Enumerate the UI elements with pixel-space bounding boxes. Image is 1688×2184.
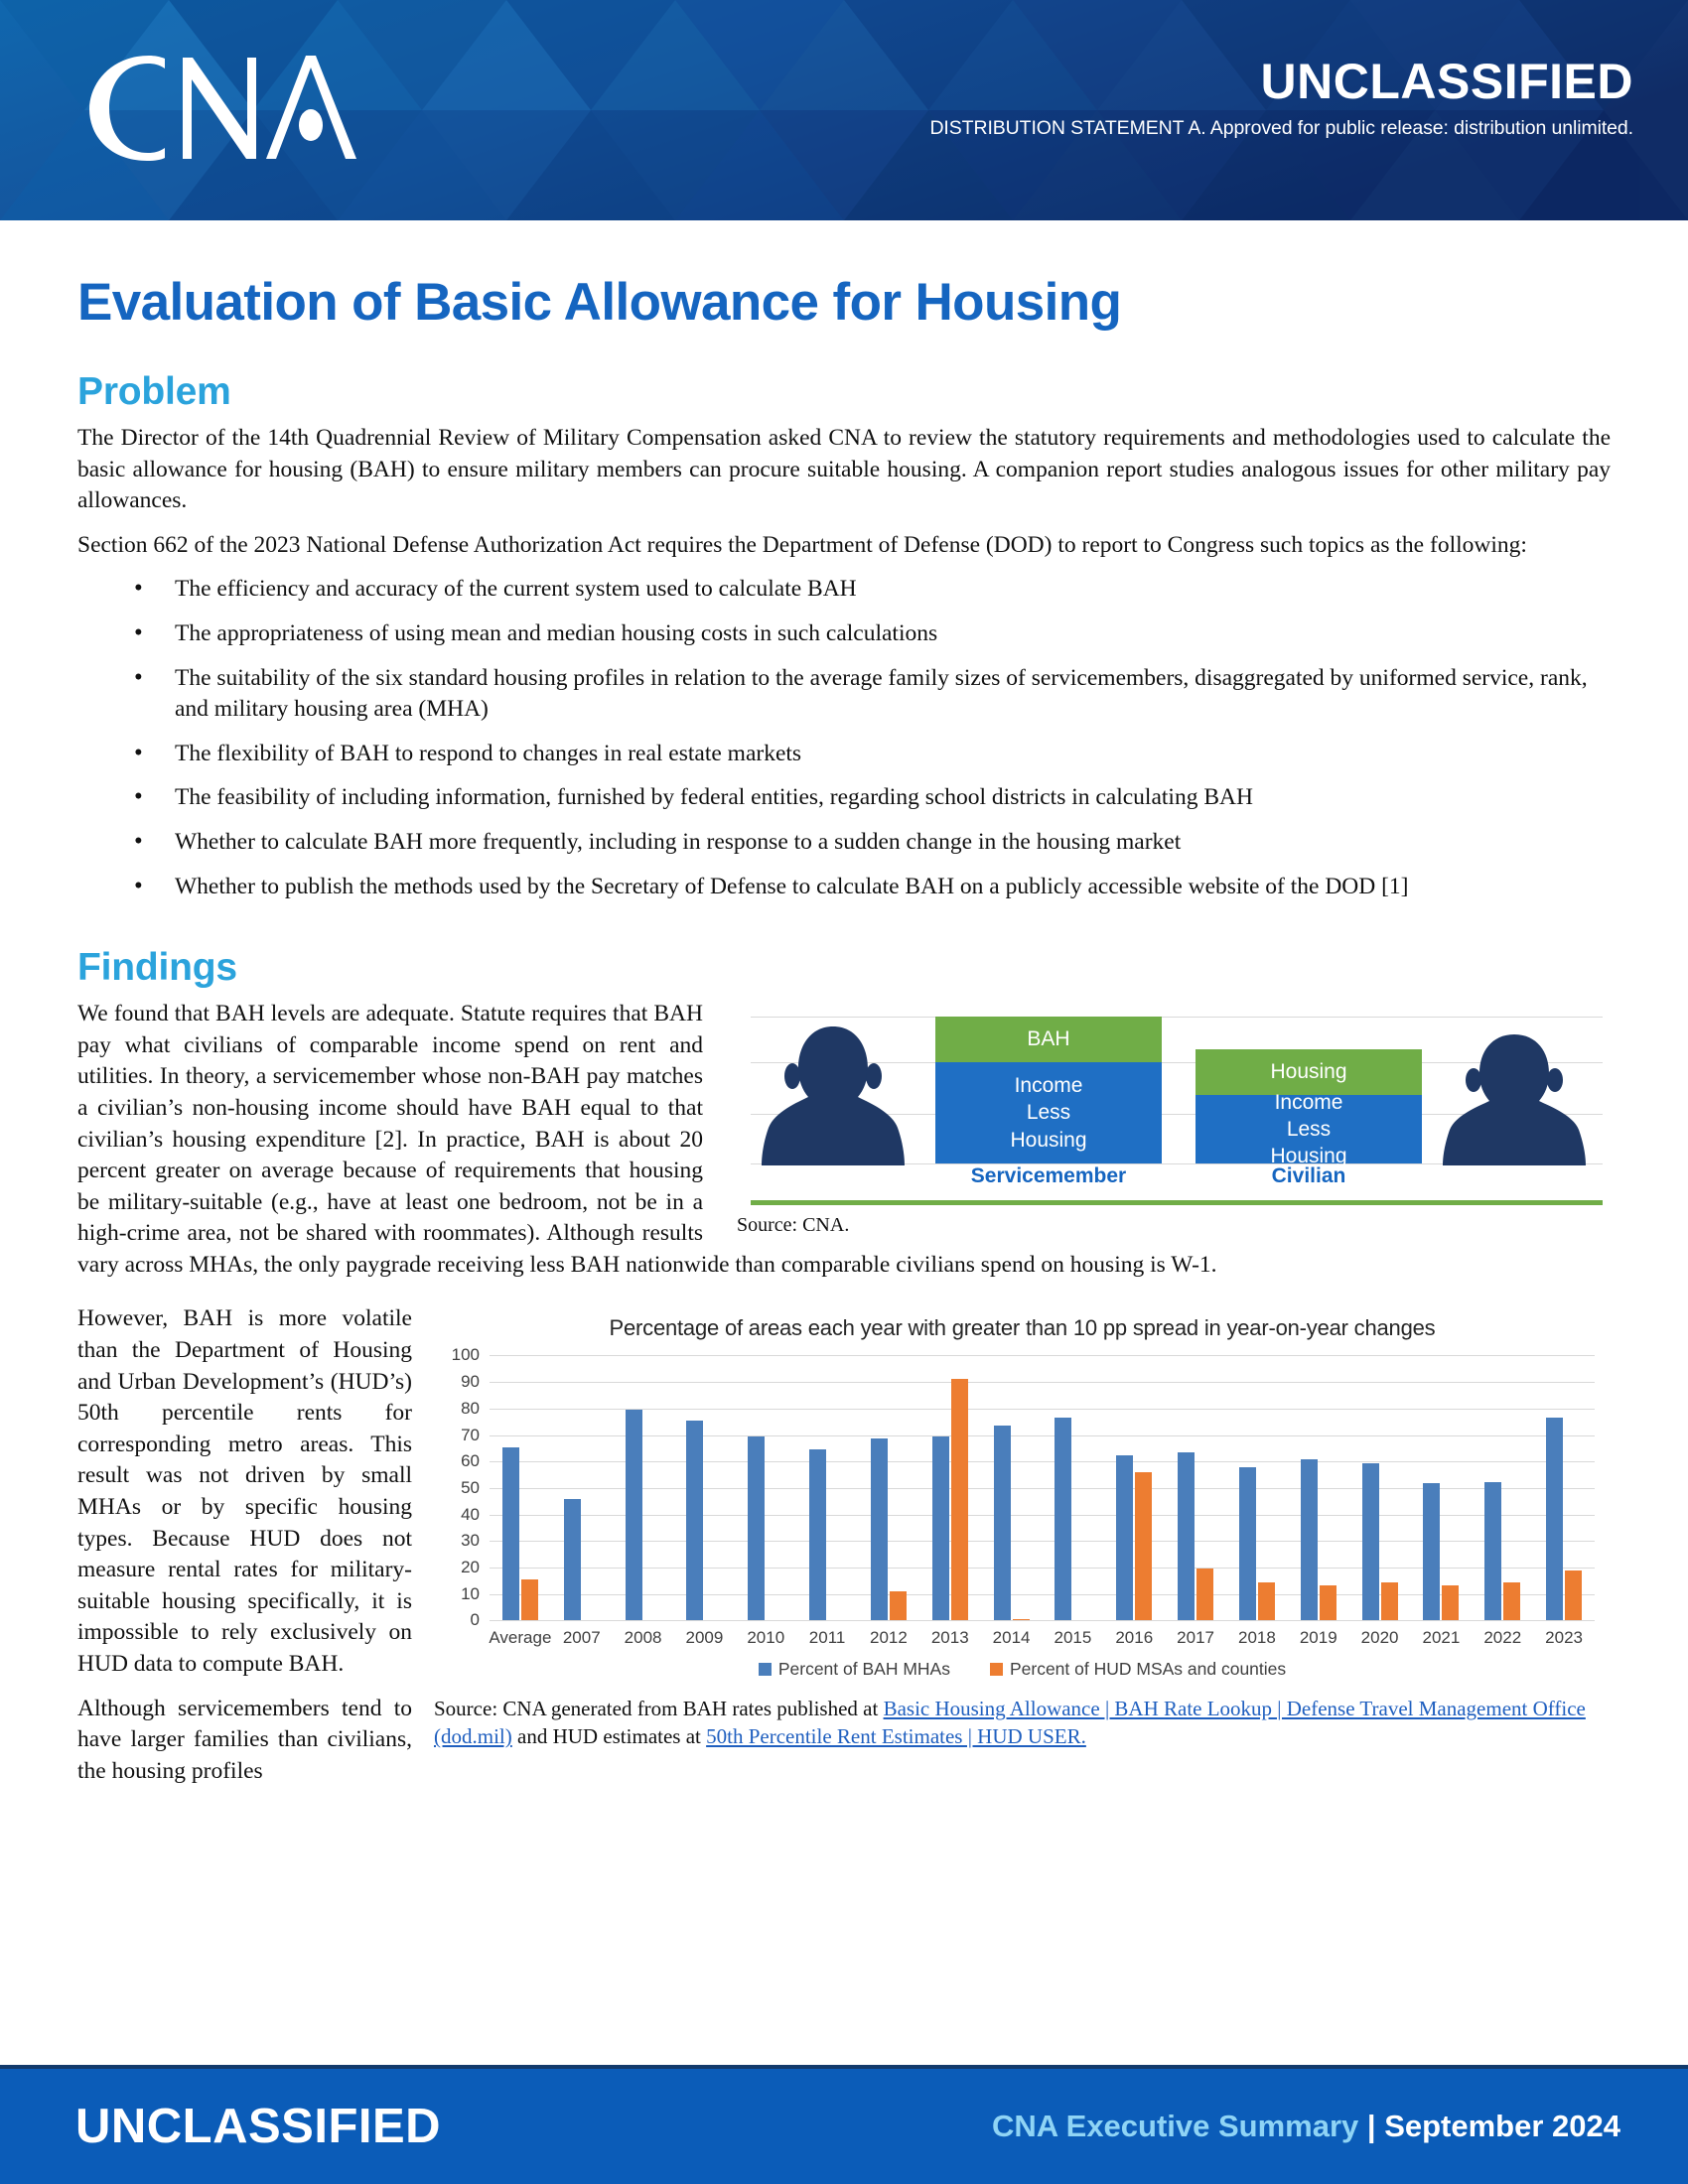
chart-bar bbox=[564, 1499, 581, 1621]
figure-bah-comparison bbox=[737, 1005, 1611, 1237]
chart-legend bbox=[434, 1659, 1611, 1680]
servicemember-bah-label: BAH bbox=[1027, 1027, 1070, 1051]
civ-income-line-2: Less bbox=[1286, 1117, 1332, 1141]
document-content bbox=[0, 272, 1688, 1800]
x-axis-tick-label: 2019 bbox=[1299, 1628, 1337, 1648]
x-axis-tick-label: 2009 bbox=[685, 1628, 724, 1648]
civ-income-line-3: Housing bbox=[1270, 1145, 1347, 1168]
findings-paragraph-2: However, BAH is more volatile than the Department of Housing and Urban Development’s (HUD’s) 50th percentile rents for corresponding metro areas. This result was not driven by small MHAs or by specific housing types. Because HUD does not measure rental rates for military-suitable housing specifically, it is impossible to rely exclusively on HUD data to compute BAH. bbox=[77, 1305, 412, 1677]
findings-paragraph-1: We found that BAH levels are adequate. Statute requires that BAH pay what civilians of comparable income spend on rent and utilities. In theory, a servicemember whose non-BAH pay matches a civilian’s non-housing income should have BAH equal to that civilian’s housing expenditure [2]. In practice, BAH is about 20 percent greater on average because of requirements that housing be military-suitable (e.g., have at least one bedroom, not be in a high-crime area, not be shared with roommates). Although results vary across MHAs, the only paygrade receiving less BAH nationwide than comparable civilians spend on housing is W-1. bbox=[77, 1001, 1217, 1278]
chart-title: Percentage of areas each year with greater than 10 pp spread in year-on-year changes bbox=[609, 1315, 1436, 1341]
chart-category-group bbox=[796, 1355, 858, 1620]
civilian-silhouette-icon bbox=[1440, 1032, 1589, 1165]
footer-date-label: | September 2024 bbox=[1358, 2109, 1620, 2143]
x-axis-tick-label: 2018 bbox=[1237, 1628, 1276, 1648]
chart-plot-area bbox=[451, 1345, 1595, 1630]
x-axis-tick-label: 2015 bbox=[1054, 1628, 1092, 1648]
chart-category-group bbox=[1411, 1355, 1473, 1620]
chart-bar bbox=[890, 1591, 907, 1620]
chart-category-group bbox=[1226, 1355, 1288, 1620]
y-axis-tick-label: 20 bbox=[461, 1558, 480, 1577]
sm-income-line-3: Housing bbox=[1010, 1128, 1087, 1152]
x-axis-tick-label: Average bbox=[489, 1628, 552, 1648]
sm-income-line-1: Income bbox=[1014, 1074, 1083, 1098]
y-axis-tick-label: 50 bbox=[461, 1477, 480, 1497]
chart-bar bbox=[1423, 1483, 1440, 1620]
chart-bar bbox=[1484, 1482, 1501, 1620]
x-axis-tick-label: 2008 bbox=[624, 1628, 662, 1648]
footer-series-label: CNA Executive Summary bbox=[992, 2109, 1359, 2143]
figure-spread-chart bbox=[434, 1315, 1611, 1751]
list-item: • Whether to calculate BAH more frequently, including in response to a sudden change in the housing market bbox=[77, 827, 1611, 859]
servicemember-silhouette-icon bbox=[759, 1024, 908, 1165]
x-axis-tick-label: 2010 bbox=[747, 1628, 785, 1648]
header-classification: UNCLASSIFIED bbox=[1260, 54, 1633, 109]
chart-bar bbox=[871, 1438, 888, 1620]
y-axis-tick-label: 30 bbox=[461, 1531, 480, 1551]
infographic-baseline bbox=[751, 1200, 1603, 1205]
page-footer bbox=[0, 2065, 1688, 2184]
chart-bar bbox=[748, 1436, 765, 1620]
y-axis-tick-label: 100 bbox=[451, 1345, 480, 1365]
chart-bar bbox=[1013, 1619, 1030, 1620]
list-item: • The flexibility of BAH to respond to changes in real estate markets bbox=[77, 739, 1611, 770]
findings-paragraph-3: Although servicemembers tend to have larger families than civilians, the housing profiles bbox=[77, 1695, 412, 1784]
x-axis-tick-label: 2013 bbox=[930, 1628, 969, 1648]
chart-category-group bbox=[1533, 1355, 1595, 1620]
chart-bar bbox=[1258, 1582, 1275, 1621]
chart-category-group bbox=[1288, 1355, 1349, 1620]
civilian-housing-label: Housing bbox=[1270, 1060, 1347, 1084]
chart-bar bbox=[994, 1426, 1011, 1620]
chart-bar bbox=[1135, 1472, 1152, 1620]
page-title: Evaluation of Basic Allowance for Housing bbox=[77, 273, 1122, 332]
list-item: • The efficiency and accuracy of the current system used to calculate BAH bbox=[77, 574, 1611, 606]
chart-bar bbox=[1320, 1585, 1336, 1621]
y-axis-tick-label: 80 bbox=[461, 1398, 480, 1418]
x-axis-tick-label: 2023 bbox=[1545, 1628, 1583, 1648]
chart-bar bbox=[1239, 1467, 1256, 1621]
chart-bar bbox=[1055, 1418, 1071, 1621]
chart-category-group bbox=[1043, 1355, 1104, 1620]
chart-category-group bbox=[981, 1355, 1043, 1620]
civilian-caption: Civilian bbox=[1271, 1164, 1346, 1188]
infographic-canvas bbox=[737, 1005, 1611, 1208]
header-distribution-statement: DISTRIBUTION STATEMENT A. Approved for public release: distribution unlimited. bbox=[929, 116, 1633, 139]
list-item: • The feasibility of including information, furnished by federal entities, regarding school districts in calculating BAH bbox=[77, 782, 1611, 814]
chart-bar bbox=[1503, 1582, 1520, 1621]
x-axis-tick-label: 2007 bbox=[562, 1628, 601, 1648]
source-middle: and HUD estimates at bbox=[511, 1724, 707, 1749]
x-axis-tick-label: 2017 bbox=[1177, 1628, 1214, 1648]
source-link-hud-rents[interactable]: 50th Percentile Rent Estimates | HUD USER. bbox=[706, 1724, 1086, 1749]
source-link-bah-lookup[interactable]: Basic Housing Allowance | BAH Rate Lookup | Defense Travel Management Office (dod.mil) bbox=[434, 1697, 1586, 1749]
chart-bar bbox=[1362, 1463, 1379, 1621]
cna-logo bbox=[71, 48, 369, 167]
chart-source-note bbox=[434, 1696, 1611, 1751]
chart-category-group bbox=[674, 1355, 736, 1620]
x-axis-tick-label: 2021 bbox=[1422, 1628, 1461, 1648]
problem-paragraph-1: The Director of the 14th Quadrennial Review of Military Compensation asked CNA to review the statutory requirements and methodologies used to calculate the basic allowance for housing (BAH) to ensure military members can procure suitable housing. A companion report studies analogous issues for other military pay allowances. bbox=[77, 425, 1611, 514]
problem-bullet-list bbox=[77, 574, 1611, 902]
legend-label: Percent of HUD MSAs and counties bbox=[1009, 1659, 1287, 1680]
legend-item-hud-msas bbox=[990, 1659, 1286, 1680]
chart-category-group bbox=[1165, 1355, 1226, 1620]
chart-category-group bbox=[1103, 1355, 1165, 1620]
chart-bar bbox=[521, 1579, 538, 1620]
chart-bar bbox=[1116, 1455, 1133, 1621]
y-axis-tick-label: 0 bbox=[470, 1610, 480, 1630]
sm-income-line-2: Less bbox=[1026, 1101, 1071, 1125]
chart-bar bbox=[502, 1447, 519, 1620]
footer-classification: UNCLASSIFIED bbox=[75, 2100, 442, 2153]
source-prefix: Source: CNA generated from BAH rates published at bbox=[434, 1697, 884, 1721]
chart-bar bbox=[1442, 1585, 1459, 1620]
servicemember-income-bar bbox=[935, 1062, 1162, 1163]
y-axis-tick-label: 70 bbox=[461, 1425, 480, 1444]
y-axis-tick-label: 60 bbox=[461, 1451, 480, 1471]
list-item: • The suitability of the six standard housing profiles in relation to the average family sizes of servicemembers, disaggregated by uniformed service, rank, and military housing area (MHA) bbox=[77, 663, 1611, 726]
footer-meta bbox=[992, 2109, 1620, 2144]
chart-bar bbox=[1565, 1570, 1582, 1620]
x-axis-tick-label: 2014 bbox=[992, 1628, 1031, 1648]
problem-paragraph-2: Section 662 of the 2023 National Defense Authorization Act requires the Department of Defense (DOD) to report to Congress such topics as the following: bbox=[77, 531, 1527, 558]
section-heading-findings: Findings bbox=[77, 946, 237, 990]
chart-category-group bbox=[613, 1355, 674, 1620]
legend-swatch-icon bbox=[759, 1663, 772, 1676]
legend-swatch-icon bbox=[990, 1663, 1003, 1676]
list-item: • Whether to publish the methods used by the Secretary of Defense to calculate BAH on a publicly accessible website of the DOD [1] bbox=[77, 872, 1611, 903]
chart-x-axis-labels bbox=[490, 1621, 1595, 1655]
section-heading-problem: Problem bbox=[77, 370, 231, 413]
chart-bar bbox=[1381, 1582, 1398, 1621]
x-axis-tick-label: 2012 bbox=[869, 1628, 908, 1648]
x-axis-tick-label: 2022 bbox=[1483, 1628, 1522, 1648]
y-axis-tick-label: 40 bbox=[461, 1504, 480, 1524]
list-item: • The appropriateness of using mean and median housing costs in such calculations bbox=[77, 618, 1611, 650]
legend-label: Percent of BAH MHAs bbox=[777, 1659, 950, 1680]
y-axis-tick-label: 10 bbox=[461, 1583, 480, 1603]
chart-category-group bbox=[490, 1355, 551, 1620]
chart-category-group bbox=[735, 1355, 796, 1620]
chart-bar bbox=[1301, 1459, 1318, 1620]
chart-bar bbox=[809, 1449, 826, 1620]
chart-category-group bbox=[551, 1355, 613, 1620]
chart-category-group bbox=[1349, 1355, 1411, 1620]
gridline bbox=[751, 1017, 1603, 1018]
chart-bar bbox=[1196, 1569, 1213, 1620]
servicemember-bah-bar bbox=[935, 1017, 1162, 1062]
servicemember-caption: Servicemember bbox=[970, 1164, 1127, 1188]
y-axis-tick-label: 90 bbox=[461, 1372, 480, 1392]
x-axis-tick-label: 2011 bbox=[808, 1628, 846, 1648]
legend-item-bah-mhas bbox=[759, 1659, 950, 1680]
x-axis-tick-label: 2020 bbox=[1360, 1628, 1399, 1648]
chart-bar bbox=[1546, 1418, 1563, 1621]
civ-income-line-1: Income bbox=[1274, 1090, 1343, 1114]
chart-bar bbox=[932, 1436, 949, 1621]
chart-category-group bbox=[919, 1355, 981, 1620]
chart-category-group bbox=[858, 1355, 919, 1620]
civilian-income-bar bbox=[1196, 1090, 1422, 1168]
chart-bar bbox=[951, 1379, 968, 1621]
chart-category-group bbox=[1472, 1355, 1533, 1620]
infographic-source: Source: CNA. bbox=[737, 1214, 850, 1237]
chart-bar bbox=[686, 1421, 703, 1621]
chart-bar bbox=[1178, 1452, 1195, 1621]
chart-bar bbox=[626, 1410, 642, 1620]
page-header bbox=[0, 0, 1688, 220]
x-axis-tick-label: 2016 bbox=[1115, 1628, 1154, 1648]
